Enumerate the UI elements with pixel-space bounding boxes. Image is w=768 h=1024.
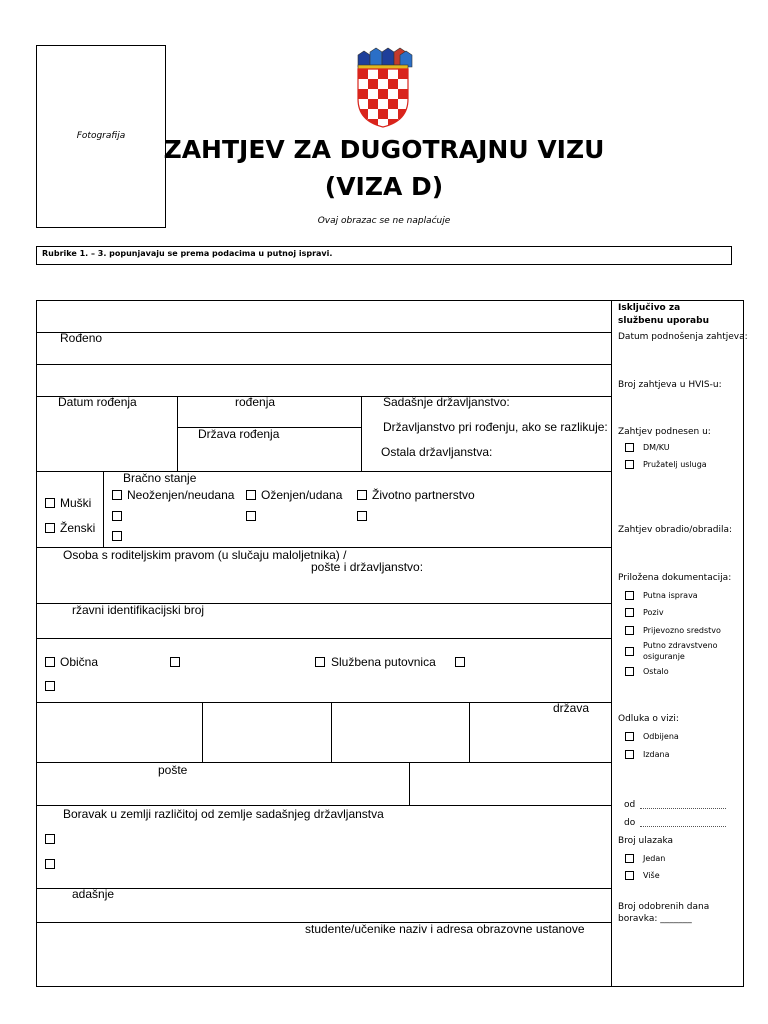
rodeno-label: Rođeno (60, 331, 103, 345)
marital-option-checkbox[interactable] (357, 511, 367, 521)
passport-type-checkbox[interactable] (455, 657, 465, 667)
poste-label: pošte (158, 763, 188, 777)
boravak-checkbox[interactable] (45, 859, 55, 869)
boravak-label: Boravak u zemlji različitoj od zemlje sadašnjeg državljanstva (63, 807, 384, 821)
passport-type-checkbox[interactable] (170, 657, 180, 667)
checker-square (378, 99, 388, 109)
poziv-checkbox[interactable] (625, 608, 634, 617)
checker-square (398, 79, 408, 89)
checker-square (368, 89, 378, 99)
zenski-checkbox[interactable] (45, 523, 55, 533)
zivotno-checkbox[interactable] (357, 490, 367, 500)
broj-dana-label: Broj odobrenih dana (618, 902, 710, 912)
izdana-checkbox[interactable] (625, 750, 634, 759)
checker-square (388, 79, 398, 89)
ozenjen-checkbox[interactable] (246, 490, 256, 500)
izdana-label: Izdana (643, 750, 670, 759)
pruzatelj-checkbox[interactable] (625, 460, 634, 469)
odbijena-checkbox[interactable] (625, 732, 634, 741)
odluka-label: Odluka o vizi: (618, 714, 679, 724)
prijevozno-label: Prijevozno sredstvo (643, 626, 721, 635)
checker-square (358, 69, 368, 79)
form-title-line1: ZAHTJEV ZA DUGOTRAJNU VIZU (163, 135, 605, 164)
zdravstveno-checkbox[interactable] (625, 647, 634, 656)
checker-square (368, 99, 378, 109)
jedan-checkbox[interactable] (625, 854, 634, 863)
drzava-rodenja-label: Država rođenja (198, 427, 280, 441)
obicna-label: Obična (60, 655, 99, 669)
checker-square (388, 99, 398, 109)
ozenjen-label: Oženjen/udana (261, 488, 343, 502)
putna-isprava-label: Putna isprava (643, 591, 698, 600)
vise-checkbox[interactable] (625, 871, 634, 880)
podnesen-u-label: Zahtjev podnesen u: (618, 427, 711, 437)
dmku-checkbox[interactable] (625, 443, 634, 452)
zivotno-label: Životno partnerstvo (372, 488, 475, 502)
poziv-label: Poziv (643, 608, 664, 617)
checker-square (388, 109, 398, 119)
checker-square (378, 69, 388, 79)
photo-label: Fotografija (76, 131, 126, 141)
checker-square (378, 79, 388, 89)
jedan-label: Jedan (643, 854, 666, 863)
checker-square (388, 89, 398, 99)
instructions-note: Rubrike 1. – 3. popunjavaju se prema podacima u putnoj ispravi. (42, 249, 333, 258)
osoba-poste-label: pošte i državljanstvo: (311, 560, 424, 574)
pruzatelj-label: Pružatelj usluga (643, 460, 707, 469)
checkerboard-shield (358, 69, 408, 129)
ostala-drzavljanstva-label: Ostala državljanstva: (381, 445, 493, 459)
studenti-label: studente/učenike naziv i adresa obrazovne ustanove (305, 922, 585, 936)
zenski-label: Ženski (60, 521, 96, 535)
passport-type-checkbox[interactable] (45, 681, 55, 691)
do-label: do (624, 818, 636, 828)
checker-square (358, 89, 368, 99)
ostalo-checkbox[interactable] (625, 667, 634, 676)
marital-option-checkbox[interactable] (246, 511, 256, 521)
sluzbena-checkbox[interactable] (315, 657, 325, 667)
form-title-line2: (VIZA D) (324, 172, 444, 201)
checker-square (398, 89, 408, 99)
datum-rodenja-label: Datum rođenja (58, 395, 137, 409)
coat-of-arms-icon (352, 47, 414, 129)
drzava-label: država (553, 701, 590, 715)
ostalo-label: Ostalo (643, 667, 669, 676)
checker-square (358, 79, 368, 89)
checker-square (398, 119, 408, 129)
bracno-stanje-label: Bračno stanje (123, 471, 197, 485)
adasnje-label: adašnje (72, 887, 115, 901)
obicna-checkbox[interactable] (45, 657, 55, 667)
checker-square (378, 109, 388, 119)
prilozena-label: Priložena dokumentacija: (618, 573, 732, 583)
vise-label: Više (643, 871, 660, 880)
checker-square (368, 109, 378, 119)
sadasnje-drzavljanstvo-label: Sadašnje državljanstvo: (383, 395, 510, 409)
muski-checkbox[interactable] (45, 498, 55, 508)
identifikacijski-broj-label: ržavni identifikacijski broj (72, 603, 205, 617)
marital-option-checkbox[interactable] (112, 511, 122, 521)
neozenjen-label: Neoženjen/neudana (127, 488, 235, 502)
checker-square (398, 69, 408, 79)
broj-zahtjeva-label: Broj zahtjeva u HVIS-u: (618, 380, 722, 390)
marital-option-checkbox[interactable] (112, 531, 122, 541)
sluzbena-label: Službena putovnica (331, 655, 436, 669)
checker-square (358, 119, 368, 129)
sidebar-title-line2: službenu uporabu (618, 316, 709, 326)
neozenjen-checkbox[interactable] (112, 490, 122, 500)
prijevozno-checkbox[interactable] (625, 626, 634, 635)
checker-square (378, 89, 388, 99)
putna-isprava-checkbox[interactable] (625, 591, 634, 600)
datum-podnosenja-label: Datum podnošenja zahtjeva: (618, 332, 748, 342)
zdravstveno-label: Putno zdravstveno (643, 641, 718, 650)
zdravstveno-label-line2: osiguranje (643, 652, 685, 661)
broj-ulazaka-label: Broj ulazaka (618, 836, 674, 846)
odbijena-label: Odbijena (643, 732, 679, 741)
dmku-label: DM/KU (643, 443, 670, 452)
checker-square (368, 79, 378, 89)
sidebar-title: Isključivo za (618, 303, 681, 313)
obradio-label: Zahtjev obradio/obradila: (618, 525, 733, 535)
drzavljanstvo-pri-rodenju-label: Državljanstvo pri rođenju, ako se razlikuje: (383, 420, 608, 434)
sidebar-divider (611, 300, 612, 987)
osoba-roditeljsko-label: Osoba s roditeljskim pravom (u slučaju maloljetnika) / (63, 548, 347, 562)
od-field[interactable] (640, 808, 726, 809)
muski-label: Muški (60, 496, 92, 510)
checker-square (368, 69, 378, 79)
boravak-checkbox[interactable] (45, 834, 55, 844)
form-subtitle: Ovaj obrazac se ne naplaćuje (317, 216, 451, 226)
od-label: od (624, 800, 636, 810)
do-field[interactable] (640, 826, 726, 827)
broj-dana-label-line2: boravka: _______ (618, 914, 692, 924)
mjesto-rodenja-label: rođenja (235, 395, 276, 409)
checker-square (388, 69, 398, 79)
